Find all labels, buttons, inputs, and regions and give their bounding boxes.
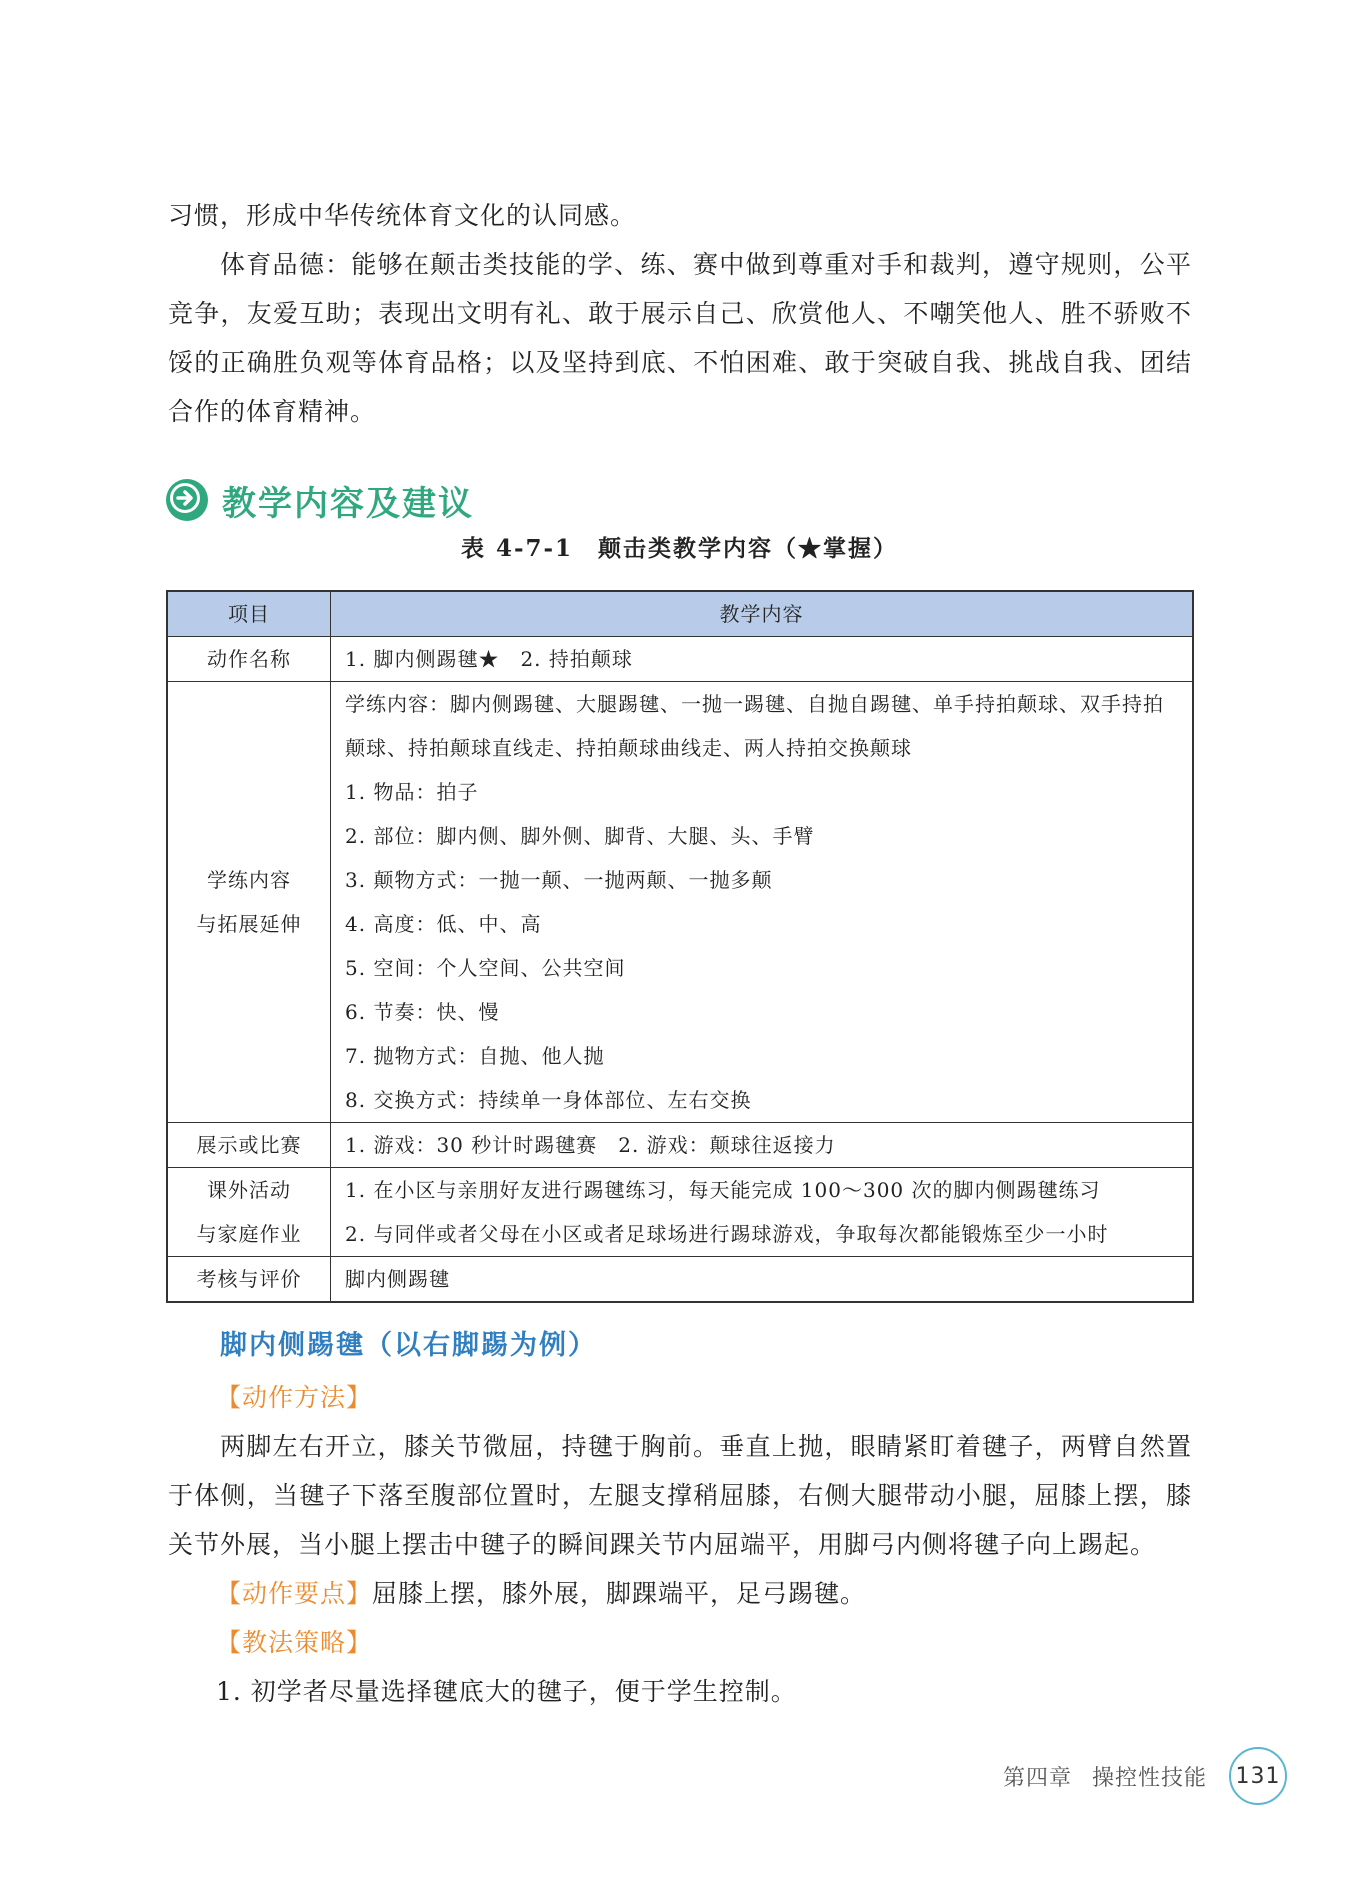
- content-line: 7. 抛物方式：自抛、他人抛: [345, 1044, 605, 1068]
- method-label: 【动作方法】: [216, 1383, 373, 1412]
- points-line: [216, 1569, 866, 1618]
- strategy-label-line: [216, 1618, 372, 1667]
- row-label-line: 学练内容: [207, 868, 291, 892]
- page-footer: [1003, 1748, 1287, 1804]
- table-row: [167, 1123, 1193, 1168]
- method-label-line: [216, 1373, 372, 1422]
- content-line: 3. 颠物方式：一抛一颠、一抛两颠、一抛多颠: [345, 868, 773, 892]
- teaching-content-table: [166, 590, 1194, 1303]
- strategy-label: 【教法策略】: [216, 1628, 373, 1657]
- row-label-line: 与拓展延伸: [196, 912, 302, 936]
- row-label-line: 课外活动: [207, 1178, 291, 1202]
- row-label: 动作名称: [167, 637, 331, 682]
- section-heading: [164, 472, 474, 528]
- method-paragraph: 两脚左右开立，膝关节微屈，持毽于胸前。垂直上抛，眼睛紧盯着毽子，两臂自然置于体侧，当毽子下落至腹部位置时，左腿支撑稍屈膝，右侧大腿带动小腿，屈膝上摆，膝关节外展，当小腿上摆击中毽子的瞬间踝关节内屈端平，用脚弓内侧将毽子向上踢起。: [168, 1432, 1192, 1559]
- row-content: 脚内侧踢毽: [331, 1257, 1194, 1303]
- row-label: [167, 1168, 331, 1257]
- content-line: 1. 在小区与亲朋好友进行踢毽练习，每天能完成 100～300 次的脚内侧踢毽练习: [345, 1178, 1101, 1202]
- footer-chapter: 第四章: [1003, 1765, 1073, 1791]
- content-line: 5. 空间：个人空间、公共空间: [345, 956, 626, 980]
- content-line: 4. 高度：低、中、高: [345, 912, 542, 936]
- table-caption: 表 4-7-1 颠击类教学内容（★掌握）: [460, 535, 899, 562]
- row-content: [331, 682, 1194, 1123]
- row-content: [331, 1168, 1194, 1257]
- table-row: [167, 637, 1193, 682]
- table-row: [167, 1168, 1193, 1257]
- section-title: 教学内容及建议: [222, 483, 474, 524]
- header-content: 教学内容: [331, 591, 1194, 637]
- intro-line: 习惯，形成中华传统体育文化的认同感。: [168, 201, 637, 230]
- header-item: 项目: [167, 591, 331, 637]
- row-label: [167, 682, 331, 1123]
- table-header-row: [167, 591, 1193, 637]
- intro-paragraph: 体育品德：能够在颠击类技能的学、练、赛中做到尊重对手和裁判，遵守规则，公平竞争，友爱互助；表现出文明有礼、敢于展示自己、欣赏他人、不嘲笑他人、胜不骄败不馁的正确胜负观等体育品格；以及坚持到底、不怕困难、敢于突破自我、挑战自我、团结合作的体育精神。: [168, 250, 1192, 426]
- row-label-line: 与家庭作业: [196, 1222, 302, 1246]
- page-number: 131: [1229, 1747, 1287, 1805]
- table-row: [167, 682, 1193, 1123]
- content-line: 1. 物品：拍子: [345, 780, 479, 804]
- subsection-title: 脚内侧踢毽（以右脚踢为例）: [220, 1330, 597, 1361]
- content-line: 6. 节奏：快、慢: [345, 1000, 500, 1024]
- content-line: 2. 与同伴或者父母在小区或者足球场进行踢球游戏，争取每次都能锻炼至少一小时: [345, 1222, 1109, 1246]
- row-label: 考核与评价: [167, 1257, 331, 1303]
- content-line: 8. 交换方式：持续单一身体部位、左右交换: [345, 1088, 752, 1112]
- table-row: [167, 1257, 1193, 1303]
- row-content: 1. 脚内侧踢毽★ 2. 持拍颠球: [331, 637, 1194, 682]
- footer-chapter-title: 操控性技能: [1092, 1765, 1208, 1791]
- arrow-right-circle-icon: [164, 477, 210, 523]
- points-text: 屈膝上摆，膝外展，脚踝端平，足弓踢毽。: [372, 1579, 867, 1608]
- row-label: 展示或比赛: [167, 1123, 331, 1168]
- points-label: 【动作要点】: [216, 1579, 373, 1608]
- content-line: 学练内容：脚内侧踢毽、大腿踢毽、一抛一踢毽、自抛自踢毽、单手持拍颠球、双手持拍颠球、持拍颠球直线走、持拍颠球曲线走、两人持拍交换颠球: [345, 692, 1164, 760]
- content-line: 2. 部位：脚内侧、脚外侧、脚背、大腿、头、手臂: [345, 824, 815, 848]
- row-content: 1. 游戏：30 秒计时踢毽赛 2. 游戏：颠球往返接力: [331, 1123, 1194, 1168]
- strategy-item: 1. 初学者尽量选择毽底大的毽子，便于学生控制。: [216, 1677, 797, 1706]
